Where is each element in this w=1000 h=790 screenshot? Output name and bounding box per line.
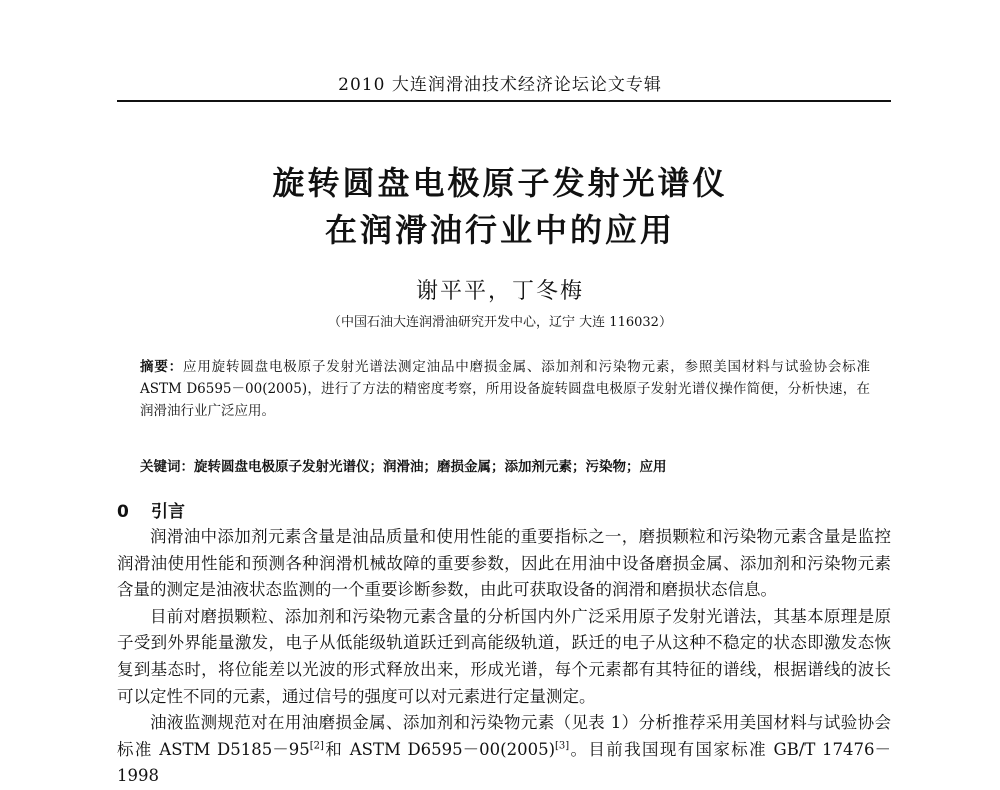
paper-title-line-1: 旋转圆盘电极原子发射光谱仪 (272, 164, 728, 202)
paragraph-1: 润滑油中添加剂元素含量是油品质量和使用性能的重要指标之一，磨损颗粒和污染物元素含量是监控润滑油使用性能和预测各种润滑机械故障的重要参数，因此在用油中设备磨损金属、添加剂和污染物元素含量的测定是油液状态监测的一个重要诊断参数，由此可获取设备的润滑和磨损状态信息。 (117, 527, 891, 600)
running-header: 2010 大连润滑油技术经济论坛论文专辑 (338, 75, 662, 95)
authors: 谢平平，丁冬梅 (415, 279, 584, 304)
keywords (140, 455, 870, 475)
paper-title-line-2: 在润滑油行业中的应用 (324, 211, 675, 249)
citation-ref-3: [3] (555, 740, 570, 752)
header-rule (117, 100, 891, 102)
body-text (117, 524, 891, 790)
abstract-text: 应用旋转圆盘电极原子发射光谱法测定油品中磨损金属、添加剂和污染物元素，参照美国材料与试验协会标准 ASTM D6595－00(2005)，进行了方法的精密度考察，所用设备旋转圆盘电极原子发射光谱仪操作简便，分析快速，在润滑油行业广泛应用。 (140, 359, 871, 419)
keywords-text: 旋转圆盘电极原子发射光谱仪；润滑油；磨损金属；添加剂元素；污染物；应用 (194, 459, 667, 475)
section-title: 引言 (151, 502, 185, 522)
paragraph-3-part-c: 。目前我国现有国家标准 GB/T 17476－1998 (117, 739, 891, 786)
paragraph-3-part-a: 油液监测规范对在用油磨损金属、添加剂和污染物元素（见表 1）分析推荐采用美国材料与试验协会标准 ASTM D5185－95 (117, 713, 891, 759)
abstract (140, 356, 870, 422)
citation-ref-2: [2] (309, 740, 324, 752)
affiliation: （中国石油大连润滑油研究开发中心，辽宁 大连 116032） (328, 315, 672, 330)
paragraph-3 (117, 710, 891, 790)
abstract-label: 摘要： (140, 359, 183, 375)
keywords-label: 关键词： (140, 459, 194, 475)
section-number: 0 (117, 502, 129, 522)
paragraph-3-part-b: 和 ASTM D6595－00(2005) (323, 739, 556, 759)
paragraph-2: 目前对磨损颗粒、添加剂和污染物元素含量的分析国内外广泛采用原子发射光谱法，其基本原理是原子受到外界能量激发，电子从低能级轨道跃迁到高能级轨道，跃迁的电子从这种不稳定的状态即激发态恢复到基态时，将位能差以光波的形式释放出来，形成光谱，每个元素都有其特征的谱线，根据谱线的波长可以定性不同的元素，通过信号的强度可以对元素进行定量测定。 (117, 606, 891, 706)
section-heading (117, 497, 185, 522)
